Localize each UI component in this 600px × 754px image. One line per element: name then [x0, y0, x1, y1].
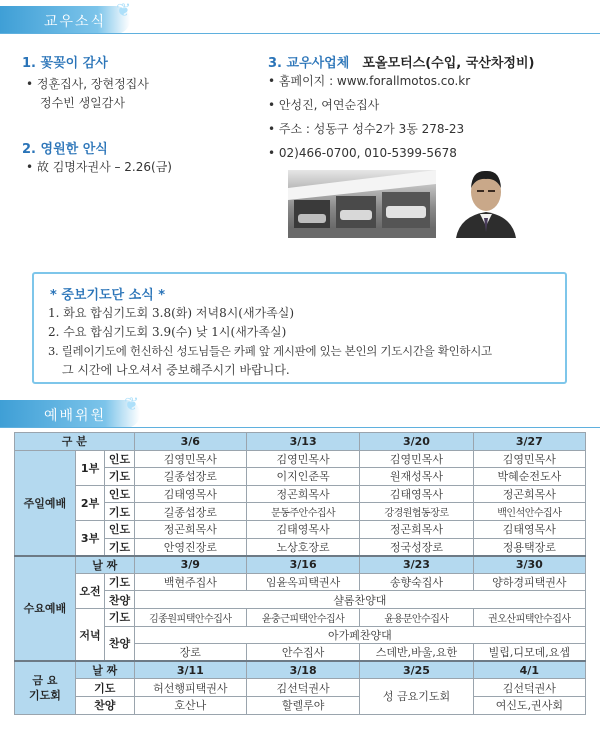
table-cell: 정곤희목사 [246, 485, 359, 503]
table-cell: 안영진장로 [134, 538, 246, 556]
table-cell: 윤용문안수집사 [360, 608, 473, 626]
table-cell: 양하경피택권사 [473, 573, 585, 591]
table-cell: 호산나 [134, 696, 246, 714]
table-cell: 빌립,디모데,요셉 [473, 644, 585, 662]
role-label: 찬양 [75, 696, 134, 714]
good-friday-cell: 성 금요기도회 [360, 679, 473, 714]
table-cell: 김태영목사 [360, 485, 473, 503]
table-cell: 노상호장로 [246, 538, 359, 556]
table-row [15, 556, 586, 574]
table-cell: 허선행피택권사 [134, 679, 246, 697]
business-heading: 3. 교우사업체 [268, 56, 350, 71]
section-tag-church-news [0, 0, 134, 34]
role-label: 인도 [105, 520, 134, 538]
part-label: 3부 [75, 520, 104, 555]
date-cell: 3/18 [246, 661, 359, 679]
table-cell: 할렐루야 [246, 696, 359, 714]
header-date: 3/6 [134, 433, 246, 451]
role-label: 인도 [105, 450, 134, 468]
butterfly-icon: ❦ [116, 0, 134, 21]
table-cell: 임윤옥피택권사 [246, 573, 359, 591]
table-row [15, 573, 586, 591]
business-item-phone: • 02)466-0700, 010-5399-5678 [268, 146, 457, 160]
table-cell: 정용택장로 [473, 538, 585, 556]
table-cell: 김영민목사 [360, 450, 473, 468]
table-cell: 김태영목사 [246, 520, 359, 538]
date-label: 날 짜 [75, 556, 134, 574]
table-cell: 스데반,바울,요한 [360, 644, 473, 662]
date-cell: 3/16 [246, 556, 359, 574]
section-title: 교우소식 [44, 14, 107, 30]
mourning-line: • 故 김명자권사 – 2.26(금) [26, 160, 172, 174]
table-cell: 길종섭장로 [134, 468, 246, 486]
business-name: 포올모터스(수입, 국산차정비) [362, 56, 535, 71]
intercessory-prayer-box [32, 272, 567, 384]
part-label: 1부 [75, 450, 104, 485]
section-tag-worship-committee [0, 394, 142, 428]
header-date: 3/13 [246, 433, 359, 451]
role-label: 기도 [105, 468, 134, 486]
table-cell: 김종원피택안수집사 [134, 608, 246, 626]
role-label: 찬양 [105, 626, 134, 661]
table-cell: 강경원협동장로 [360, 503, 473, 521]
sunday-service-label: 주일예배 [15, 450, 76, 556]
table-cell: 정곤희목사 [134, 520, 246, 538]
table-row [15, 696, 586, 714]
date-cell: 4/1 [473, 661, 585, 679]
table-row [15, 485, 586, 503]
table-cell: 윤충근피택안수집사 [246, 608, 359, 626]
date-cell: 3/25 [360, 661, 473, 679]
table-cell: 원재성목사 [360, 468, 473, 486]
business-title [268, 52, 534, 71]
table-cell: 김영민목사 [473, 450, 585, 468]
table-cell: 샬롬찬양대 [134, 591, 585, 609]
table-cell: 백현주집사 [134, 573, 246, 591]
prayer-item-2: 2. 수요 합심기도회 3.9(수) 낮 1시(새가족실) [48, 325, 287, 339]
table-row [15, 679, 586, 697]
business-item-address: • 주소 : 성동구 성수2가 3동 278-23 [268, 122, 465, 136]
table-cell: 박혜순전도사 [473, 468, 585, 486]
wednesday-service-label: 수요예배 [15, 556, 76, 662]
table-row [15, 608, 586, 626]
table-cell: 김태영목사 [134, 485, 246, 503]
date-cell: 3/11 [134, 661, 246, 679]
table-cell: 김태영목사 [473, 520, 585, 538]
table-cell: 정국성장로 [360, 538, 473, 556]
table-cell: 김선덕권사 [473, 679, 585, 697]
thanks-line-2: 정수빈 생일감사 [40, 96, 125, 110]
table-cell: 이지인준목 [246, 468, 359, 486]
role-label: 기도 [105, 573, 134, 591]
header-date: 3/27 [473, 433, 585, 451]
table-cell: 송향숙집사 [360, 573, 473, 591]
table-cell: 여신도,권사회 [473, 696, 585, 714]
friday-prayer-label [15, 661, 76, 714]
friday-label-line-2: 기도회 [28, 688, 61, 702]
role-label: 기도 [75, 679, 134, 697]
role-label: 기도 [105, 503, 134, 521]
garage-photo [288, 170, 436, 238]
worship-schedule-table [14, 432, 586, 715]
part-label: 2부 [75, 485, 104, 520]
table-cell: 권오산피택안수집사 [473, 608, 585, 626]
role-label: 기도 [105, 608, 134, 626]
mourning-heading: 2. 영원한 안식 [22, 142, 108, 157]
evening-label: 저녁 [75, 608, 104, 661]
friday-label-line-1: 금 요 [32, 673, 58, 687]
prayer-item-3: 3. 릴레이기도에 헌신하신 성도님들은 카페 앞 게시판에 있는 본인의 기도시간을 확인하시고 [48, 344, 492, 358]
table-cell: 문동주안수집사 [246, 503, 359, 521]
table-cell: 안수집사 [246, 644, 359, 662]
table-cell: 김영민목사 [246, 450, 359, 468]
table-cell: 정곤희목사 [360, 520, 473, 538]
business-item-homepage: • 홈페이지 : www.forallmotos.co.kr [268, 74, 471, 88]
prayer-item-1: 1. 화요 합심기도회 3.8(화) 저녁8시(새가족실) [48, 306, 295, 320]
owner-portrait-photo [450, 160, 522, 238]
table-row [15, 450, 586, 468]
morning-label: 오전 [75, 573, 104, 608]
prayer-item-3-cont: 그 시간에 나오셔서 중보해주시기 바랍니다. [62, 363, 290, 377]
date-cell: 3/9 [134, 556, 246, 574]
divider [0, 33, 600, 34]
prayer-title: * 중보기도단 소식 * [50, 288, 166, 303]
table-cell: 김선덕권사 [246, 679, 359, 697]
date-label: 날 짜 [75, 661, 134, 679]
divider [0, 427, 600, 428]
table-row [15, 661, 586, 679]
butterfly-icon: ❦ [124, 394, 142, 415]
date-cell: 3/30 [473, 556, 585, 574]
role-label: 기도 [105, 538, 134, 556]
table-cell: 아가페찬양대 [134, 626, 585, 644]
table-cell: 김영민목사 [134, 450, 246, 468]
section-title: 예배위원 [44, 408, 107, 424]
business-item-owner: • 안성진, 여연순집사 [268, 98, 380, 112]
table-cell: 장로 [134, 644, 246, 662]
header-date: 3/20 [360, 433, 473, 451]
role-label: 인도 [105, 485, 134, 503]
table-cell: 정곤희목사 [473, 485, 585, 503]
table-cell: 길종섭장로 [134, 503, 246, 521]
date-cell: 3/23 [360, 556, 473, 574]
table-cell: 백인석안수집사 [473, 503, 585, 521]
table-row [15, 520, 586, 538]
thanks-heading: 1. 꽃꽂이 감사 [22, 56, 108, 71]
thanks-line-1: • 정훈집사, 장현정집사 [26, 77, 149, 91]
role-label: 찬양 [105, 591, 134, 609]
header-label: 구 분 [15, 433, 135, 451]
